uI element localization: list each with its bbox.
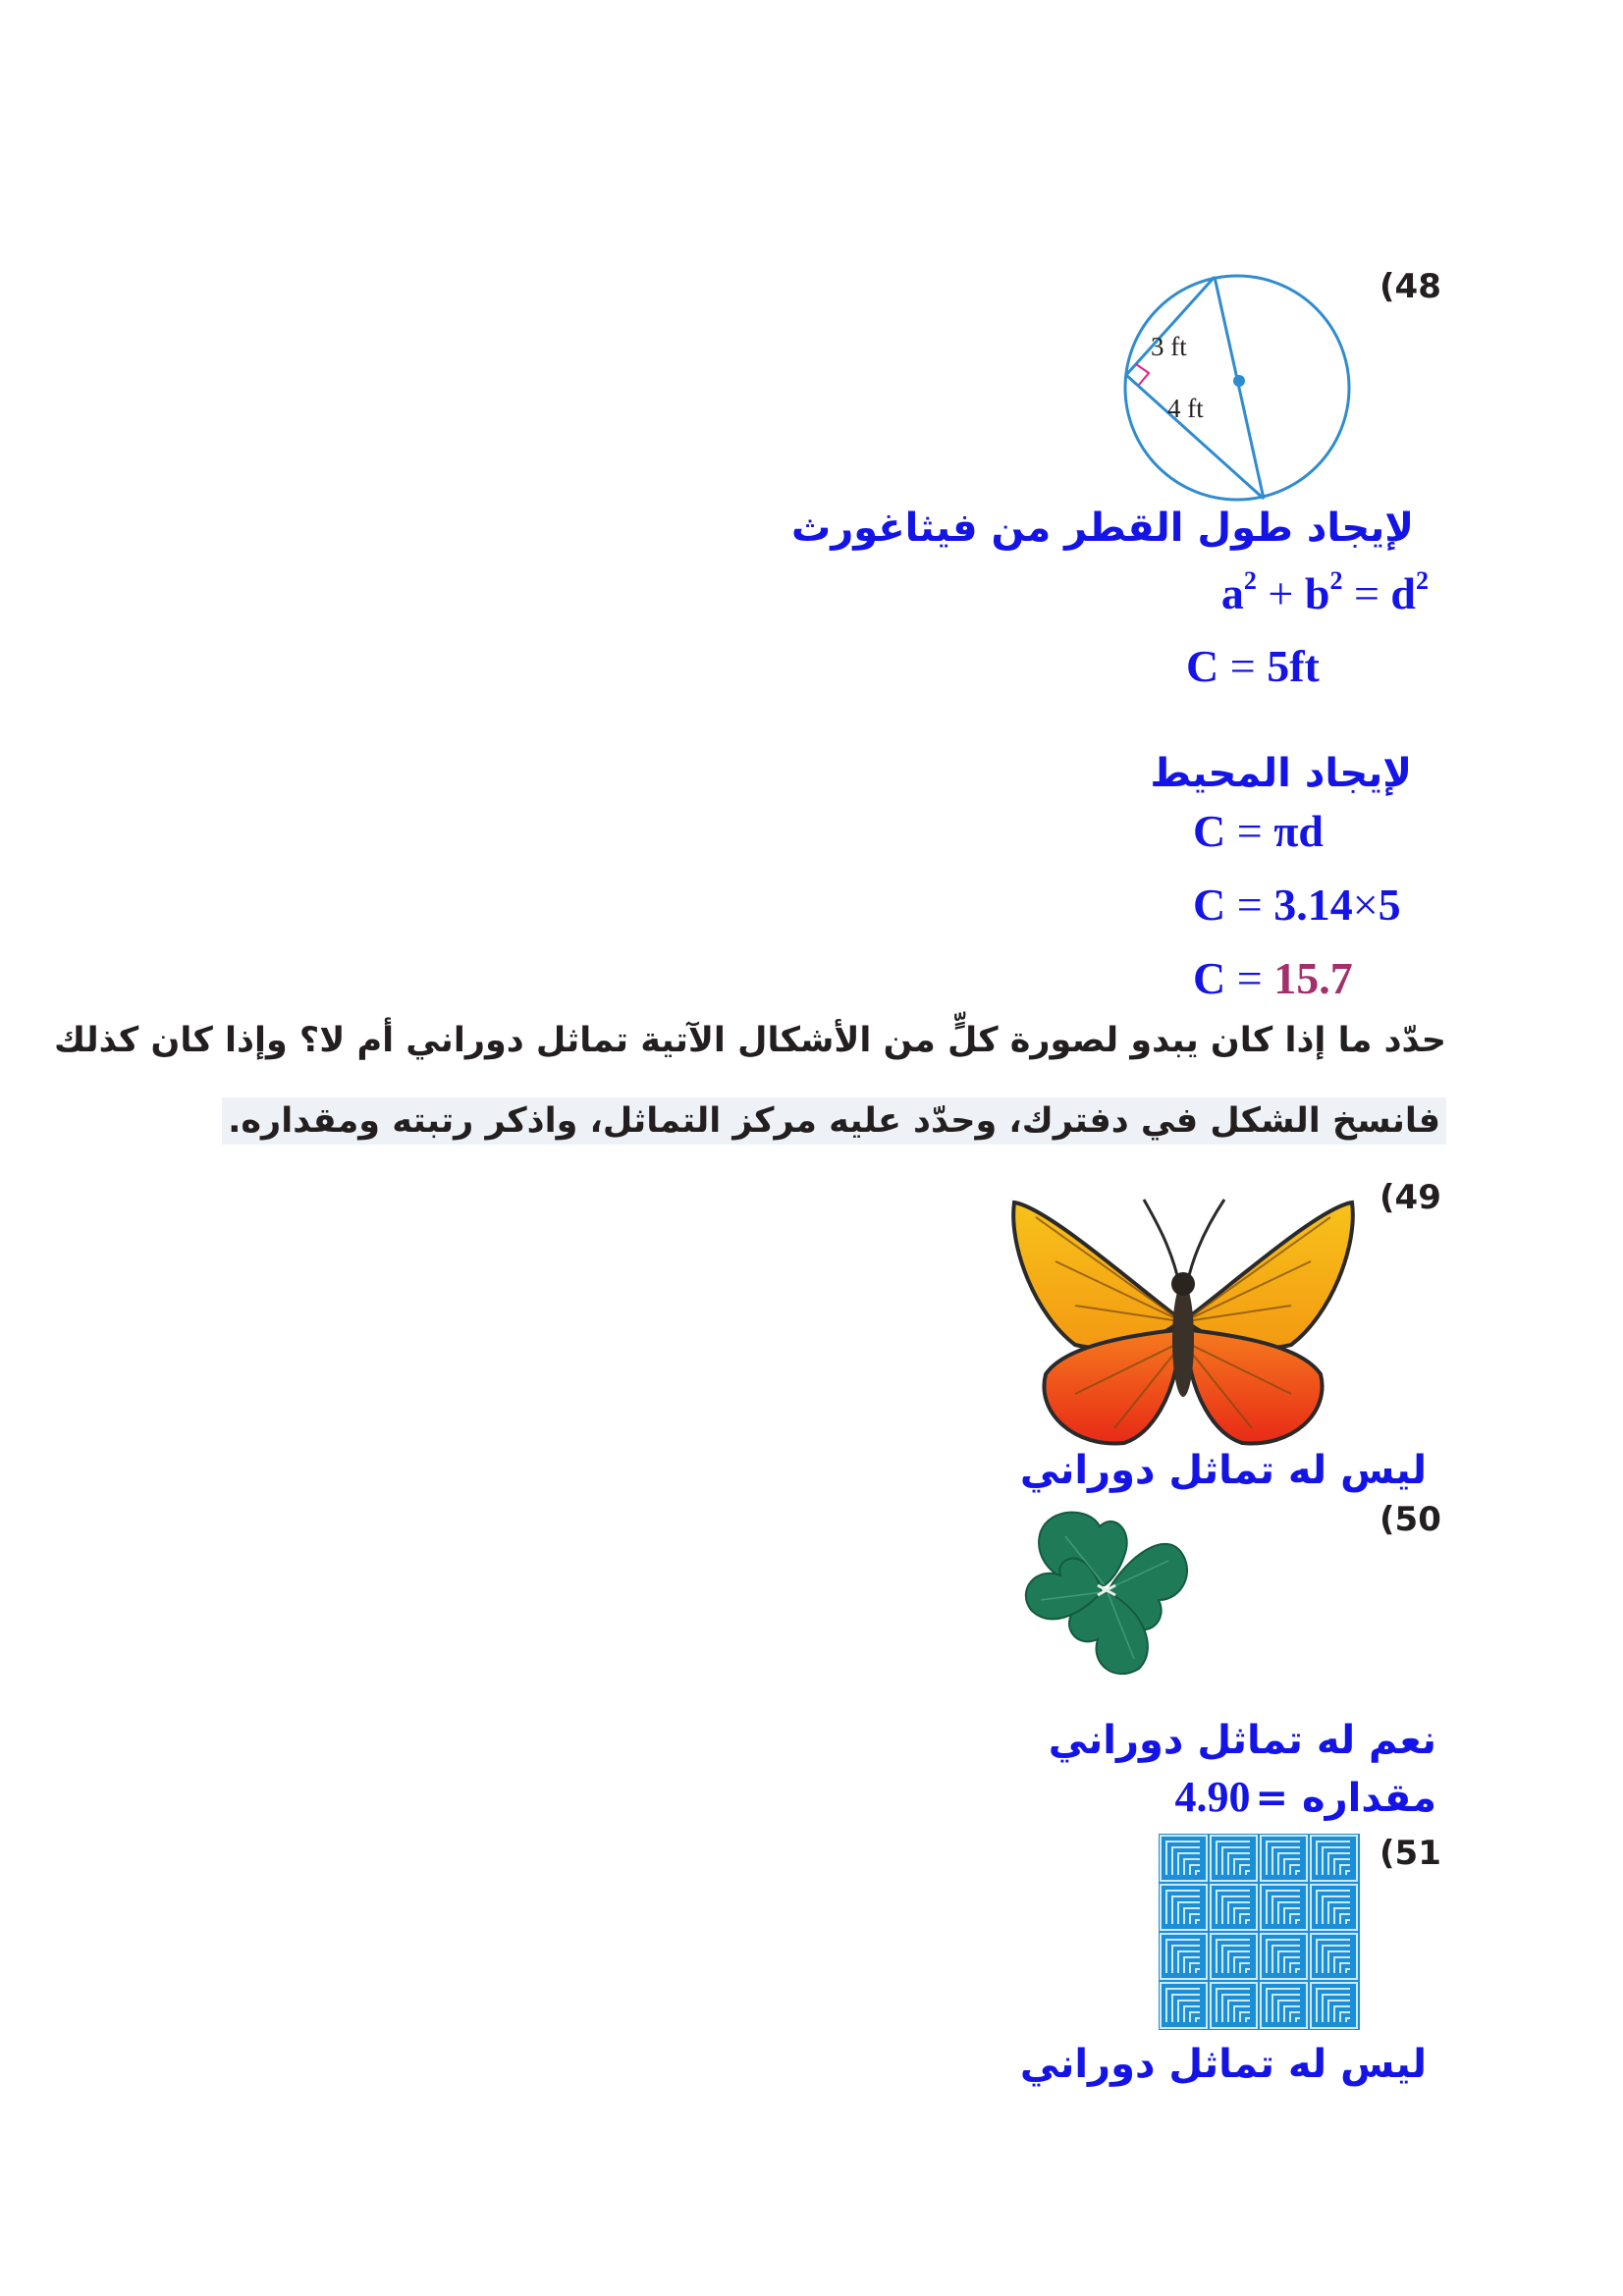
equation-pythagoras: $a^2 + b^2 = d^2$ [1220, 565, 1429, 618]
question-number-50: (50 [1380, 1500, 1441, 1539]
right-angle-mark [1136, 364, 1149, 385]
center-point [1233, 375, 1245, 387]
square-pattern-image [1159, 1834, 1360, 2030]
step-heading-circumference: لإيجاد المحيط [1150, 751, 1412, 796]
equation-diameter-value: C = 5ft [1186, 641, 1320, 691]
label-4ft: 4 ft [1167, 394, 1204, 423]
diameter-line [1215, 277, 1264, 499]
question-number-51: (51 [1380, 1834, 1441, 1873]
question-number-48: (48 [1380, 267, 1441, 306]
question-number-49: (49 [1380, 1178, 1441, 1217]
label-3ft: 3 ft [1151, 332, 1187, 361]
answer-50-line-1: نعم له تماثل دوراني [1048, 1718, 1436, 1763]
equation-circumference-result: C = 15.7 [1193, 953, 1353, 1003]
step-heading-diameter: لإيجاد طول القطر من فيثاغورث [791, 506, 1414, 551]
instructions-line-2: فانسخ الشكل في دفترك، وحدّد عليه مركز التماثل، واذكر رتبته ومقداره. [222, 1097, 1446, 1145]
answer-49: ليس له تماثل دوراني [1019, 1448, 1427, 1493]
instructions-line-1: حدّد ما إذا كان يبدو لصورة كلٍّ من الأشكال الآتية تماثل دوراني أم لا؟ وإذا كان كذلك [53, 1021, 1446, 1060]
equation-circumference-formula: C = πd [1193, 806, 1324, 856]
answer-50-value: 4.90 [1174, 1773, 1251, 1821]
equation-circumference-substitution: C = 3.14×5 [1193, 880, 1401, 930]
circle-diagram [1114, 265, 1360, 510]
butterfly-image [1006, 1168, 1360, 1453]
clover-image [1021, 1502, 1193, 1683]
answer-50-value-row [1174, 1772, 1436, 1822]
answer-50-label: مقداره = [1255, 1776, 1436, 1821]
answer-51: ليس له تماثل دوراني [1019, 2042, 1427, 2087]
circle-outline [1125, 276, 1349, 500]
